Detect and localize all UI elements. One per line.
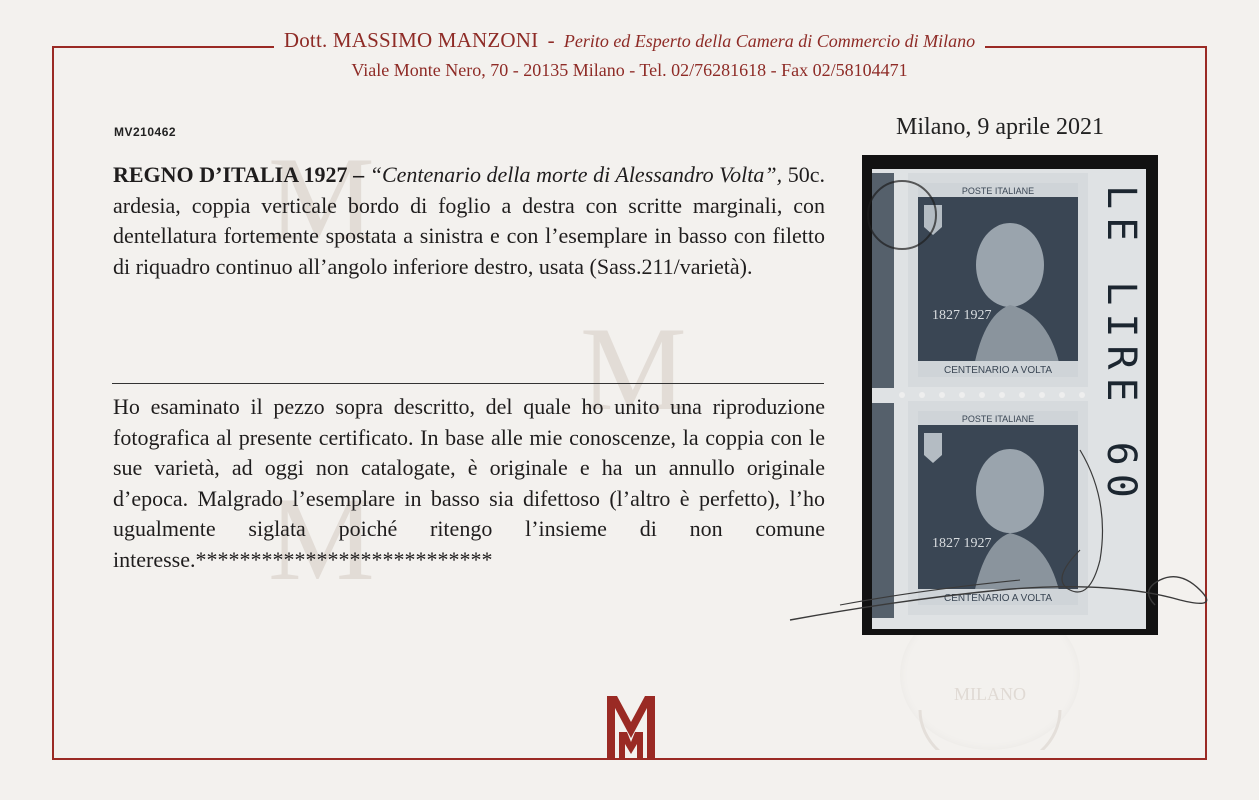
expert-role: Perito ed Esperto della Camera di Commercio di Milano (563, 31, 976, 51)
expert-opinion: Ho esaminato il pezzo sopra descritto, del quale ho unito una riproduzione fotografica al presente certificato. In base alle mie conoscenze, la coppia con le sue varietà, ad oggi non catalogate, è originale e ha un annullo originale d’epoca. Malgrado l’esemplare in basso sia difettoso (l’altro è perfetto), l’ho ugualmente siglata poiché ritengo l’insieme di non comune interesse.*************************** (113, 394, 825, 572)
expert-name: Dott. MASSIMO MANZONI (283, 28, 539, 52)
watermark-monogram: M (268, 472, 335, 605)
margin-inscription: LE LIRE 60 (1098, 185, 1144, 506)
header-separator: - (547, 28, 555, 52)
mm-monogram-logo (601, 692, 661, 764)
stamp-description (113, 160, 825, 282)
section-divider (112, 383, 824, 384)
stamp-years: 1827 1927 (932, 308, 992, 323)
watermark-monogram: M (268, 132, 335, 265)
stamp-years: 1827 1927 (932, 536, 992, 551)
stamp-label: POSTE ITALIANE (961, 414, 1035, 424)
emboss-text: MILANO (954, 684, 1026, 704)
watermark-monogram: M (580, 302, 647, 435)
stamp-caption: CENTENARIO A VOLTA (944, 365, 1052, 376)
certificate-code: MV210462 (114, 125, 177, 139)
description-lead: REGNO D’ITALIA 1927 – (113, 162, 365, 187)
certificate-date: Milano, 9 aprile 2021 (896, 114, 1104, 140)
stamp-caption: CENTENARIO A VOLTA (944, 593, 1052, 604)
expert-header (52, 28, 1207, 53)
stamp-label: POSTE ITALIANE (961, 186, 1035, 196)
expert-signature (780, 440, 1240, 640)
description-details: 50c. ardesia, coppia verticale bordo di foglio a destra con scritte marginali, con dentellatura fortemente spostata a sinistra e con l’esemplare in basso con filetto di riquadro continuo all’angolo inferiore destro, usata (Sass.211/varietà). (113, 162, 826, 279)
expert-address: Viale Monte Nero, 70 - 20135 Milano - Tel. 02/76281618 - Fax 02/58104471 (351, 60, 908, 80)
description-title: “Centenario della morte di Alessandro Volta”, (369, 162, 783, 187)
